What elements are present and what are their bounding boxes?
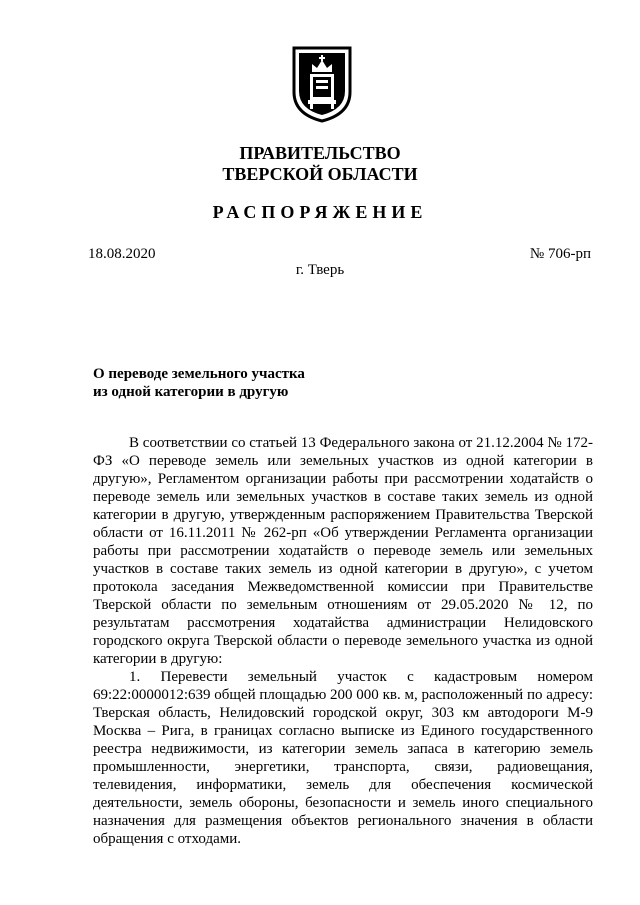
organization-line-1: ПРАВИТЕЛЬСТВО	[239, 143, 401, 163]
document-type: РАСПОРЯЖЕНИЕ	[212, 202, 428, 222]
document-date: 18.08.2020	[88, 246, 156, 262]
body-paragraph-preamble: В соответствии со статьей 13 Федерального закона от 21.12.2004 № 172-ФЗ «О переводе земель или земельных участков из одной категории в другую», Регламентом организации работы при рассмотрении ходатайств о переводе земель или земельных участков в составе таких земель из одной категории в другую, утвержденным распоряжением Правительства Тверской области от 16.11.2011 № 262-рп «Об утверждении Регламента организации работы при рассмотрении ходатайств о переводе земель или земельных участков в составе таких земель из одной категории в другую», с учетом протокола заседания Межведомственной комиссии при Правительстве Тверской области по земельным отношениям от 29.05.2020 № 12, по результатам рассмотрения ходатайства администрации Нелидовского городского округа Тверской области о переводе земельного участка из одной категории в другую:	[93, 435, 593, 667]
document-city: г. Тверь	[295, 262, 345, 278]
document-subject	[93, 365, 393, 401]
coat-of-arms-icon	[290, 44, 354, 124]
body-paragraph-item-1: 1. Перевести земельный участок с кадастровым номером 69:22:0000012:639 общей площадью 200 000 кв. м, расположенный по адресу: Тверская область, Нелидовский городской округ, 303 км автодороги М-9 Москва – Рига, в границах согласно выписке из Единого государственного реестра недвижимости, из категории земель запаса в категорию земель промышленности, энергетики, транспорта, связи, радиовещания, телевидения, информатики, земель для обеспечения космической деятельности, земель обороны, безопасности и земель иного специального назначения для размещения объектов регионального значения в области обращения с отходами.	[93, 669, 593, 847]
organization-name	[0, 143, 640, 185]
document-body	[93, 434, 593, 848]
subject-line-2: из одной категории в другую	[93, 384, 289, 400]
subject-line-1: О переводе земельного участка	[93, 366, 305, 382]
organization-line-2: ТВЕРСКОЙ ОБЛАСТИ	[222, 164, 418, 184]
document-number: № 706-рп	[529, 246, 591, 262]
